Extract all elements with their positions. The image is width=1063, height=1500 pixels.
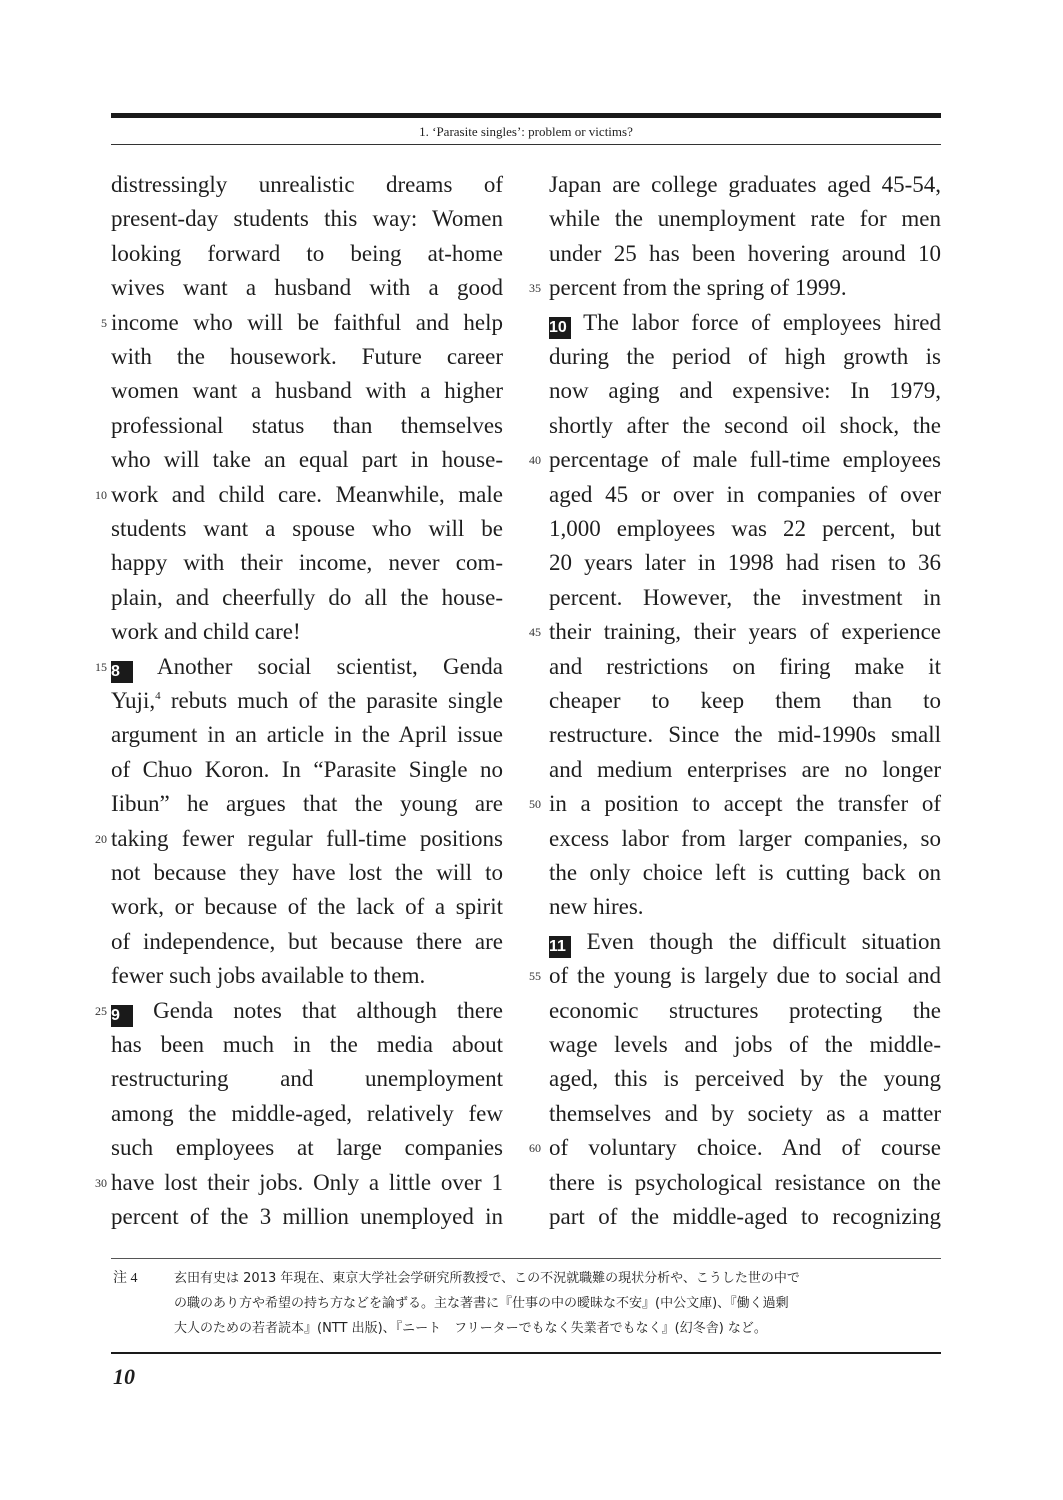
line-text: work, or because of the lack of a spirit [111, 894, 503, 919]
line-number: 45 [529, 625, 541, 639]
line-text: of the young is largely due to social and [549, 963, 941, 988]
text-line [111, 409, 503, 443]
paragraph-number-badge: 10 [549, 317, 571, 339]
text-line [111, 374, 503, 408]
text-line [111, 512, 503, 546]
text-line [549, 684, 941, 718]
text-line [549, 512, 941, 546]
text-line [111, 650, 503, 684]
text-line [111, 1200, 503, 1234]
line-text: percentage of male full-time employees [549, 447, 941, 472]
line-text: new hires. [549, 894, 644, 919]
running-head: 1. ‘Parasite singles’: problem or victims? [111, 122, 941, 145]
line-text: such employees at large companies [111, 1135, 503, 1160]
line-text: Even though the difficult situation [586, 929, 942, 954]
text-line [549, 753, 941, 787]
line-text: students want a spouse who will be [111, 516, 503, 541]
line-text: percent from the spring of 1999. [549, 275, 847, 300]
line-text: themselves and by society as a matter [549, 1101, 941, 1126]
footnote-line: 大人のための若者読本』(NTT 出版)、『ニート フリーターでもなく失業者でもなく』(幻冬舎) など。 [174, 1321, 767, 1336]
text-line [549, 650, 941, 684]
page-number: 10 [113, 1364, 135, 1389]
text-line [111, 684, 503, 718]
text-line [549, 237, 941, 271]
text-line [111, 925, 503, 959]
line-number: 10 [95, 488, 107, 502]
line-text: their training, their years of experience [549, 619, 941, 644]
line-text: Japan are college graduates aged 45-54, [549, 172, 941, 197]
line-text: the only choice left is cutting back on [549, 860, 941, 885]
line-text: work and child care. Meanwhile, male [111, 482, 503, 507]
text-line [111, 787, 503, 821]
line-text: argument in an article in the April issue [111, 722, 503, 747]
line-text: part of the middle-aged to recognizing [549, 1204, 941, 1229]
line-number: 5 [101, 316, 107, 330]
text-line [111, 615, 503, 649]
line-text: Another social scientist, Genda [157, 654, 504, 679]
line-text: Genda notes that although there [153, 998, 503, 1023]
line-text: under 25 has been hovering around 10 [549, 241, 941, 266]
text-line [111, 271, 503, 305]
text-line [549, 925, 941, 959]
line-text: Yuji, [111, 688, 156, 713]
paragraph-number-badge: 8 [111, 661, 133, 683]
line-text: with the housework. Future career [111, 344, 503, 369]
line-text: Iibun” he argues that the young are [111, 791, 503, 816]
line-text: work and child care! [111, 619, 301, 644]
text-line [549, 890, 941, 924]
line-number: 15 [95, 660, 107, 674]
footnote-rule [111, 1258, 941, 1259]
text-line [549, 994, 941, 1028]
line-text: aged 45 or over in companies of over [549, 482, 941, 507]
line-text: happy with their income, never com- [111, 550, 503, 575]
text-line [111, 306, 503, 340]
text-line [549, 168, 941, 202]
text-line [549, 443, 941, 477]
line-text: percent of the 3 million unemployed in [111, 1204, 503, 1229]
text-line [111, 237, 503, 271]
line-text: 1,000 employees was 22 percent, but [549, 516, 941, 541]
line-number: 50 [529, 797, 541, 811]
footnote-reference: 4 [155, 690, 161, 702]
bottom-rule [111, 1352, 941, 1354]
line-text: excess labor from larger companies, so [549, 826, 941, 851]
text-line [549, 718, 941, 752]
text-line [549, 1028, 941, 1062]
text-line [111, 890, 503, 924]
text-line [549, 306, 941, 340]
text-line [549, 202, 941, 236]
text-line [549, 1166, 941, 1200]
line-text: and medium enterprises are no longer [549, 757, 941, 782]
text-line [111, 168, 503, 202]
line-text: percent. However, the investment in [549, 585, 941, 610]
text-line [111, 1062, 503, 1096]
line-text: there is psychological resistance on the [549, 1170, 941, 1195]
line-text: women want a husband with a higher [111, 378, 503, 403]
line-text: wives want a husband with a good [111, 275, 503, 300]
text-line [549, 409, 941, 443]
line-text: now aging and expensive: In 1979, [549, 378, 941, 403]
line-text: have lost their jobs. Only a little over 1 [111, 1170, 503, 1195]
line-text: shortly after the second oil shock, the [549, 413, 941, 438]
footnote-line: の職のあり方や希望の持ち方などを論ずる。主な著書に『仕事の中の曖昧な不安』(中公文庫)、『働く過剰 [174, 1296, 789, 1311]
text-line [111, 822, 503, 856]
text-line [111, 202, 503, 236]
line-number: 30 [95, 1176, 107, 1190]
text-line [111, 443, 503, 477]
text-line [549, 822, 941, 856]
line-number: 20 [95, 832, 107, 846]
line-text: restructuring and unemployment [111, 1066, 503, 1091]
text-line [111, 753, 503, 787]
text-line [111, 546, 503, 580]
text-line [111, 856, 503, 890]
line-text: in a position to accept the transfer of [549, 791, 941, 816]
line-text: taking fewer regular full-time positions [111, 826, 503, 851]
line-number: 25 [95, 1004, 107, 1018]
line-text: plain, and cheerfully do all the house- [111, 585, 503, 610]
text-line [111, 1028, 503, 1062]
line-text: during the period of high growth is [549, 344, 941, 369]
text-line [549, 546, 941, 580]
line-text: who will take an equal part in house- [111, 447, 503, 472]
line-number: 60 [529, 1141, 541, 1155]
line-text: and restrictions on firing make it [549, 654, 941, 679]
text-line [111, 1131, 503, 1165]
line-text: wage levels and jobs of the middle- [549, 1032, 941, 1057]
line-text: has been much in the media about [111, 1032, 503, 1057]
line-text: of voluntary choice. And of course [549, 1135, 941, 1160]
line-number: 40 [529, 453, 541, 467]
line-text: The labor force of employees hired [583, 310, 941, 335]
paragraph-number-badge: 9 [111, 1005, 133, 1027]
line-text: 20 years later in 1998 had risen to 36 [549, 550, 941, 575]
top-rule [111, 113, 941, 118]
line-text: income who will be faithful and help [111, 310, 503, 335]
footnote-label: 注 4 [113, 1271, 138, 1286]
text-line [111, 1097, 503, 1131]
line-text: professional status than themselves [111, 413, 503, 438]
paragraph-number-badge: 11 [549, 936, 571, 958]
text-line [549, 340, 941, 374]
text-line [549, 271, 941, 305]
line-number: 55 [529, 969, 541, 983]
line-number: 35 [529, 281, 541, 295]
line-text: of independence, but because there are [111, 929, 503, 954]
text-line [111, 340, 503, 374]
text-line [111, 959, 503, 993]
line-text: of Chuo Koron. In “Parasite Single no [111, 757, 503, 782]
line-text: among the middle-aged, relatively few [111, 1101, 503, 1126]
line-text: present-day students this way: Women [111, 206, 503, 231]
text-line [111, 994, 503, 1028]
text-line [549, 1200, 941, 1234]
line-text: while the unemployment rate for men [549, 206, 941, 231]
line-text: aged, this is perceived by the young [549, 1066, 941, 1091]
text-line [549, 478, 941, 512]
line-text: not because they have lost the will to [111, 860, 503, 885]
text-line [111, 478, 503, 512]
line-text: looking forward to being at-home [111, 241, 503, 266]
line-text: rebuts much of the parasite single [160, 688, 503, 713]
text-line [549, 615, 941, 649]
text-line [111, 581, 503, 615]
line-text: distressingly unrealistic dreams of [111, 172, 503, 197]
text-line [549, 787, 941, 821]
text-line [549, 1131, 941, 1165]
text-line [549, 374, 941, 408]
text-line [549, 1097, 941, 1131]
line-text: economic structures protecting the [549, 998, 941, 1023]
text-line [549, 1062, 941, 1096]
text-line [549, 856, 941, 890]
line-text: cheaper to keep them than to [549, 688, 941, 713]
footnote-line: 玄田有史は 2013 年現在、東京大学社会学研究所教授で、この不況就職難の現状分析や、こうした世の中で [174, 1271, 800, 1286]
text-line [111, 1166, 503, 1200]
text-line [111, 718, 503, 752]
line-text: restructure. Since the mid-1990s small [549, 722, 941, 747]
text-line [549, 581, 941, 615]
text-line [549, 959, 941, 993]
line-text: fewer such jobs available to them. [111, 963, 426, 988]
